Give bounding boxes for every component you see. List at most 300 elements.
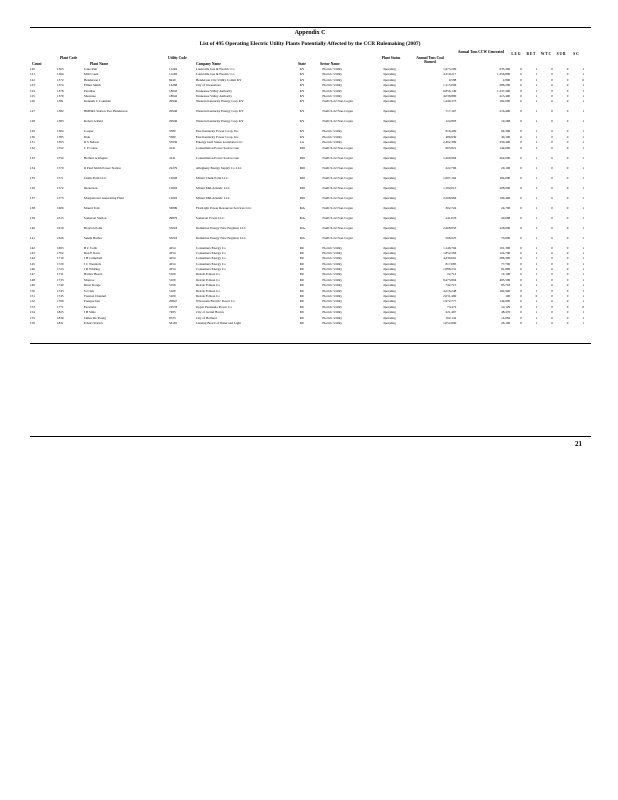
row-plant-code: 1769 — [56, 299, 64, 304]
row-flag: 0 — [566, 245, 569, 250]
row-flag: 0 — [566, 250, 569, 255]
row-flag: 1 — [535, 225, 538, 230]
row-flag: 1 — [535, 272, 538, 277]
row-flag: 0 — [551, 304, 553, 309]
row-flag: 1 — [535, 256, 538, 261]
row-plant-code: 1720 — [56, 261, 64, 266]
row-count: 142 — [30, 245, 35, 250]
table-row — [30, 196, 591, 206]
row-ccw-generated: 70,600 — [501, 235, 511, 240]
row-state: MA — [299, 205, 305, 210]
row-sector: Electric Utility — [322, 288, 343, 293]
row-utility-code: 11249 — [168, 72, 178, 77]
row-state: MD — [299, 145, 305, 150]
row-ccw-generated: 19,268 — [501, 119, 511, 124]
row-coal-burned: 222,766 — [445, 165, 457, 170]
row-flag: 0 — [566, 299, 569, 304]
row-state: MI — [299, 294, 304, 299]
row-flag: 0 — [582, 304, 584, 309]
row-flag: 0 — [551, 129, 553, 134]
row-plant-code: 1573 — [56, 195, 64, 200]
row-flag: 0 — [520, 245, 522, 250]
row-ccw-generated: 286,300 — [499, 256, 511, 261]
row-coal-burned: 6,856,149 — [443, 88, 457, 93]
row-flag: 1 — [535, 77, 538, 82]
row-plant-name: River Rouge — [83, 283, 101, 288]
row-flag: 0 — [551, 93, 553, 98]
row-sector: NAICS-22 Non-Cogen — [322, 99, 353, 104]
row-status: Operating — [382, 205, 396, 210]
row-status: Operating — [382, 320, 396, 325]
row-plant-name: B C Cobb — [83, 245, 98, 250]
row-utility-code: 4254 — [168, 267, 176, 272]
row-company-name: City of Owensboro — [195, 83, 222, 88]
section-rule-1 — [30, 343, 591, 344]
header-flag-sc: S C — [573, 52, 579, 56]
row-flag: 0 — [520, 145, 522, 150]
row-flag: 0 — [551, 109, 553, 114]
row-ccw-generated: 100 — [505, 294, 511, 299]
table-row — [30, 236, 591, 246]
row-coal-burned: 1,115,006 — [443, 83, 457, 88]
row-flag: 1 — [535, 283, 538, 288]
row-flag: 1 — [535, 119, 538, 124]
row-status: Operating — [382, 72, 396, 77]
row-state: MI — [299, 256, 304, 261]
row-ccw-generated: 81,800 — [501, 267, 511, 272]
row-plant-code: 1830 — [56, 315, 64, 320]
row-flag: 0 — [520, 109, 522, 114]
row-flag: 1 — [535, 88, 538, 93]
row-plant-name: Monroe — [83, 277, 95, 282]
row-utility-code: 5109 — [168, 288, 176, 293]
row-flag: 0 — [566, 272, 569, 277]
row-status: Operating — [382, 250, 396, 255]
row-coal-burned: 4,319,217 — [443, 72, 457, 77]
table-row — [30, 166, 591, 176]
row-plant-code: 1393 — [56, 140, 64, 145]
row-company-name: Consumers Energy Co — [195, 256, 226, 261]
row-count: 145 — [30, 261, 35, 266]
row-flag: 1 — [582, 277, 584, 282]
row-utility-code: 56165 — [168, 320, 178, 325]
row-utility-code: 5580 — [168, 129, 176, 134]
row-flag: 0 — [566, 119, 569, 124]
row-flag: 1 — [582, 225, 584, 230]
row-coal-burned: 1,182,015 — [443, 185, 457, 190]
row-count: 129 — [30, 129, 35, 134]
row-company-name: Somerset Power LLC — [195, 215, 225, 220]
row-company-name: Tennessee Valley Authority — [195, 88, 233, 93]
row-count: 137 — [30, 195, 35, 200]
header-count: Count — [32, 62, 42, 66]
row-utility-code: 8449 — [168, 77, 176, 82]
row-count: 155 — [30, 315, 35, 320]
row-flag: 1 — [582, 320, 584, 325]
row-ccw-generated: 85,703 — [501, 283, 511, 288]
row-flag: 0 — [566, 294, 569, 299]
row-flag: 0 — [520, 185, 522, 190]
row-plant-code: 1723 — [56, 267, 64, 272]
row-flag: 1 — [535, 140, 538, 145]
row-plant-name: Cooper — [83, 129, 94, 134]
table-row — [30, 146, 591, 156]
row-flag: 1 — [535, 129, 538, 134]
row-plant-code: 1385 — [56, 134, 64, 139]
row-plant-name: Trenton Channel — [83, 294, 107, 299]
row-flag: 0 — [551, 77, 553, 82]
row-company-name: Wisconsin Electric Power Co — [195, 299, 235, 304]
row-flag: 0 — [566, 99, 569, 104]
row-coal-burned: 817,685 — [445, 261, 457, 266]
row-sector: Electric Utility — [322, 77, 343, 82]
row-utility-code: 5109 — [168, 277, 176, 282]
row-flag: 1 — [582, 256, 584, 261]
row-count: 133 — [30, 155, 35, 160]
row-flag: 0 — [566, 288, 569, 293]
row-sector: Electric Utility — [322, 315, 343, 320]
row-flag: 1 — [582, 288, 584, 293]
row-ccw-generated: 262,000 — [499, 155, 511, 160]
row-status: Operating — [382, 195, 396, 200]
row-plant-name: Escanaba — [83, 304, 97, 309]
row-state: KY — [299, 109, 305, 114]
row-plant-name: J H Campbell — [83, 256, 103, 261]
row-plant-code: 1825 — [56, 310, 64, 315]
row-flag: 1 — [535, 109, 538, 114]
row-plant-code: 1572 — [56, 185, 64, 190]
row-count: 140 — [30, 225, 35, 230]
row-flag: 0 — [566, 256, 569, 261]
row-state: MD — [299, 195, 305, 200]
row-plant-code: 1740 — [56, 283, 64, 288]
row-count: 148 — [30, 277, 35, 282]
row-flag: 1 — [535, 134, 538, 139]
row-flag: 0 — [566, 93, 569, 98]
row-status: Operating — [382, 175, 396, 180]
header-flag-wtc: W T C — [540, 52, 552, 56]
row-ccw-generated: 101,300 — [499, 245, 511, 250]
row-company-name: Detroit Edison Co — [195, 283, 220, 288]
row-coal-burned: 2,508,966 — [443, 195, 457, 200]
row-flag: 0 — [582, 77, 584, 82]
row-plant-name: Henderson I — [83, 77, 101, 82]
row-status: Operating — [382, 83, 396, 88]
row-state: MI — [299, 277, 304, 282]
row-state: MA — [299, 235, 305, 240]
row-coal-burned: 489,930 — [445, 134, 457, 139]
row-company-name: Consumers Energy Co — [195, 250, 226, 255]
row-utility-code: 14268 — [168, 83, 178, 88]
row-state: LA — [299, 140, 304, 145]
row-sector: Electric Utility — [322, 272, 343, 277]
row-flag: 0 — [551, 320, 553, 325]
table-row — [30, 119, 591, 129]
row-count: 135 — [30, 175, 35, 180]
row-company-name: East Kentucky Power Coop, Inc — [195, 134, 239, 139]
row-utility-code: 5109 — [168, 294, 176, 299]
row-plant-code: 1381 — [56, 99, 64, 104]
row-plant-code: 1745 — [56, 294, 64, 299]
table-row — [30, 206, 591, 216]
header-flag-leg: L E G — [511, 52, 521, 56]
row-flag: 1 — [535, 288, 538, 293]
row-status: Operating — [382, 245, 396, 250]
row-flag: 0 — [566, 77, 569, 82]
row-plant-code: 1771 — [56, 304, 64, 309]
row-sector: NAICS-22 Non-Cogen — [322, 195, 353, 200]
row-plant-name: C P Crane — [83, 145, 98, 150]
row-count: 120 — [30, 67, 35, 71]
row-coal-burned: 4,216,248 — [443, 288, 457, 293]
row-plant-code: 1379 — [56, 93, 64, 98]
row-ccw-generated: 182,000 — [499, 99, 511, 104]
row-count: 126 — [30, 99, 35, 104]
table-row — [30, 176, 591, 186]
row-utility-code: 12603 — [168, 195, 178, 200]
row-coal-burned: 2,031,460 — [443, 294, 457, 299]
row-flag: 1 — [582, 250, 584, 255]
row-flag: 0 — [566, 225, 569, 230]
row-utility-code: 22279 — [168, 165, 178, 170]
row-status: Operating — [382, 134, 396, 139]
row-count: 156 — [30, 320, 35, 325]
row-state: MI — [299, 320, 304, 325]
row-flag: 0 — [551, 155, 553, 160]
row-flag: 0 — [551, 215, 553, 220]
row-status: Operating — [382, 99, 396, 104]
row-company-name: Western Kentucky Energy Corp KY — [195, 109, 244, 114]
row-count: 144 — [30, 256, 35, 261]
row-flag: 0 — [520, 175, 522, 180]
row-company-name: Constellation Power Source Gen — [195, 145, 240, 150]
row-utility-code: 55936 — [168, 140, 178, 145]
row-flag: 1 — [535, 185, 538, 190]
row-flag: 1 — [582, 129, 584, 134]
row-count: 139 — [30, 215, 35, 220]
row-flag: 1 — [535, 310, 538, 315]
row-coal-burned: 816,499 — [445, 129, 457, 134]
row-coal-burned: 1,052,800 — [443, 320, 457, 325]
row-state: MD — [299, 165, 305, 170]
row-ccw-generated: 226,000 — [499, 225, 511, 230]
row-status: Operating — [382, 261, 396, 266]
row-plant-code: 1831 — [56, 320, 64, 325]
row-sector: Electric Utility — [322, 129, 343, 134]
row-plant-name: Kenneth C Coleman — [83, 99, 111, 104]
row-company-name: Louisville Gas & Electric Co — [195, 72, 235, 77]
row-flag: 0 — [551, 261, 553, 266]
row-flag: 0 — [566, 175, 569, 180]
row-coal-burned: 1,088,231 — [443, 267, 457, 272]
row-flag: 1 — [582, 315, 584, 320]
row-ccw-generated: 259,400 — [499, 140, 511, 145]
row-flag: 0 — [566, 109, 569, 114]
row-coal-burned: 2,362,399 — [443, 140, 457, 145]
row-flag: 0 — [566, 215, 569, 220]
row-sector: Electric Utility — [322, 320, 343, 325]
row-company-name: Detroit Edison Co — [195, 294, 220, 299]
row-flag: 0 — [520, 277, 522, 282]
row-flag: 0 — [551, 83, 553, 88]
row-flag: 0 — [566, 129, 569, 134]
row-count: 147 — [30, 272, 35, 277]
row-ccw-generated: 405,500 — [499, 277, 511, 282]
row-flag: 0 — [551, 272, 553, 277]
row-flag: 1 — [535, 195, 538, 200]
row-plant-code: 1364 — [56, 72, 64, 77]
row-utility-code: 29879 — [168, 215, 178, 220]
row-flag: 0 — [520, 119, 522, 124]
row-flag: 1 — [582, 215, 584, 220]
row-state: KY — [299, 88, 305, 93]
row-flag: 0 — [520, 320, 522, 325]
page-number: 21 — [575, 440, 582, 448]
row-count: 150 — [30, 288, 35, 293]
row-utility-code: 5580 — [168, 134, 176, 139]
row-flag: 1 — [582, 72, 584, 77]
row-plant-name: Presque Isle — [83, 299, 100, 304]
row-flag: 1 — [582, 145, 584, 150]
header-utility-code: Utility Code — [168, 56, 187, 60]
row-company-name: Constellation Power Source Gen — [195, 155, 240, 160]
row-flag: 1 — [582, 235, 584, 240]
row-flag: 0 — [566, 304, 569, 309]
row-status: Operating — [382, 299, 396, 304]
row-flag: 1 — [582, 109, 584, 114]
row-ccw-generated: 2,800 — [502, 77, 511, 82]
row-flag: 1 — [535, 267, 538, 272]
row-flag: 1 — [535, 277, 538, 282]
row-status: Operating — [382, 256, 396, 261]
row-plant-name: Shawnee — [83, 93, 96, 98]
row-flag: 0 — [551, 99, 553, 104]
row-flag: 1 — [582, 155, 584, 160]
row-plant-name: Eckert Station — [83, 320, 103, 325]
row-state: KY — [299, 93, 305, 98]
row-flag: 0 — [566, 315, 569, 320]
row-flag: 0 — [551, 195, 553, 200]
row-flag: 1 — [582, 88, 584, 93]
row-utility-code: 5109 — [168, 283, 176, 288]
row-status: Operating — [382, 185, 396, 190]
row-flag: 0 — [520, 304, 522, 309]
row-company-name: Mirant Mid-Atlantic LLC — [195, 185, 230, 190]
row-state: MI — [299, 245, 304, 250]
row-flag: 1 — [582, 283, 584, 288]
row-plant-name: HMP&L Station Two Henderson — [83, 109, 128, 114]
row-coal-burned: 22,712 — [447, 272, 457, 277]
row-flag: 0 — [566, 140, 569, 145]
row-flag: 1 — [535, 235, 538, 240]
row-ccw-generated: 10,129 — [501, 304, 511, 309]
row-company-name: Dominion Energy New England, LLC — [195, 225, 247, 230]
row-ccw-generated: 12,100 — [501, 272, 511, 277]
row-flag: 0 — [551, 310, 553, 315]
row-company-name: Western Kentucky Energy Corp KY — [195, 99, 244, 104]
row-sector: NAICS-22 Non-Cogen — [322, 145, 353, 150]
row-ccw-generated: 40,100 — [501, 134, 511, 139]
row-flag: 0 — [520, 99, 522, 104]
row-flag: 1 — [582, 245, 584, 250]
row-plant-name: Paradise — [83, 88, 96, 93]
row-ccw-generated: 208,000 — [499, 185, 511, 190]
row-ccw-generated: 26,100 — [501, 320, 511, 325]
row-company-name: City of Holland — [195, 315, 217, 320]
row-status: Operating — [382, 267, 396, 272]
row-plant-name: Chalk Point LLC — [83, 175, 107, 180]
row-sector: NAICS-22 Non-Cogen — [322, 235, 353, 240]
row-ccw-generated: 94,300 — [501, 129, 511, 134]
row-ccw-generated: 1,356,800 — [496, 72, 511, 77]
row-flag: 0 — [551, 299, 553, 304]
row-flag: 1 — [535, 245, 538, 250]
row-ccw-generated: 635,300 — [499, 67, 511, 71]
row-flag: 1 — [535, 215, 538, 220]
header-annual-tons-ccw: Annual Tons CCW Generated — [457, 50, 505, 54]
row-sector: Electric Utility — [322, 67, 343, 71]
row-company-name: Western Kentucky Energy Corp KY — [195, 119, 244, 124]
row-coal-burned: 1,673,209 — [443, 67, 457, 71]
row-plant-name: Harbor Beach — [83, 272, 103, 277]
row-count: 152 — [30, 299, 35, 304]
row-plant-code: 1710 — [56, 256, 64, 261]
header-annual-tons-coal: Annual Tons Coal Burned — [416, 56, 444, 65]
row-flag: 0 — [551, 245, 553, 250]
row-coal-burned: 241,676 — [445, 215, 457, 220]
row-plant-code: 1613 — [56, 215, 64, 220]
row-plant-code: 1384 — [56, 129, 64, 134]
row-sector: NAICS-22 Non-Cogen — [322, 109, 353, 114]
row-sector: Electric Utility — [322, 267, 343, 272]
row-status: Operating — [382, 88, 396, 93]
row-flag: 1 — [582, 205, 584, 210]
row-utility-code: 55018 — [168, 235, 178, 240]
row-ccw-generated: 216,400 — [499, 109, 511, 114]
row-flag: 0 — [551, 72, 553, 77]
row-state: MD — [299, 185, 305, 190]
row-flag: 0 — [566, 72, 569, 77]
row-count: 153 — [30, 304, 35, 309]
row-company-name: Consumers Energy Co — [195, 261, 226, 266]
row-flag: 1 — [582, 93, 584, 98]
row-ccw-generated: 184,000 — [499, 175, 511, 180]
row-count: 134 — [30, 165, 35, 170]
row-plant-name: Salem Harbor — [83, 235, 103, 240]
row-status: Operating — [382, 129, 396, 134]
row-flag: 0 — [520, 93, 522, 98]
row-utility-code: 12628 — [168, 175, 178, 180]
row-status: Operating — [382, 310, 396, 315]
row-flag: 1 — [582, 299, 584, 304]
row-status: Operating — [382, 109, 396, 114]
row-coal-burned: 1,852,566 — [443, 250, 457, 255]
row-status: Operating — [382, 77, 396, 82]
row-flag: 0 — [566, 283, 569, 288]
row-plant-name: Brayton Point — [83, 225, 103, 230]
row-flag: 0 — [520, 225, 522, 230]
row-status: Operating — [382, 277, 396, 282]
row-count: 128 — [30, 119, 35, 124]
row-count: 132 — [30, 145, 35, 150]
row-plant-name: Dickerson — [83, 185, 98, 190]
row-state: KY — [299, 134, 305, 139]
row-count: 146 — [30, 267, 35, 272]
row-sector: Electric Utility — [322, 294, 343, 299]
header-company-name: Company Name — [196, 62, 221, 66]
row-flag: 0 — [535, 294, 538, 299]
row-flag: 1 — [582, 310, 584, 315]
